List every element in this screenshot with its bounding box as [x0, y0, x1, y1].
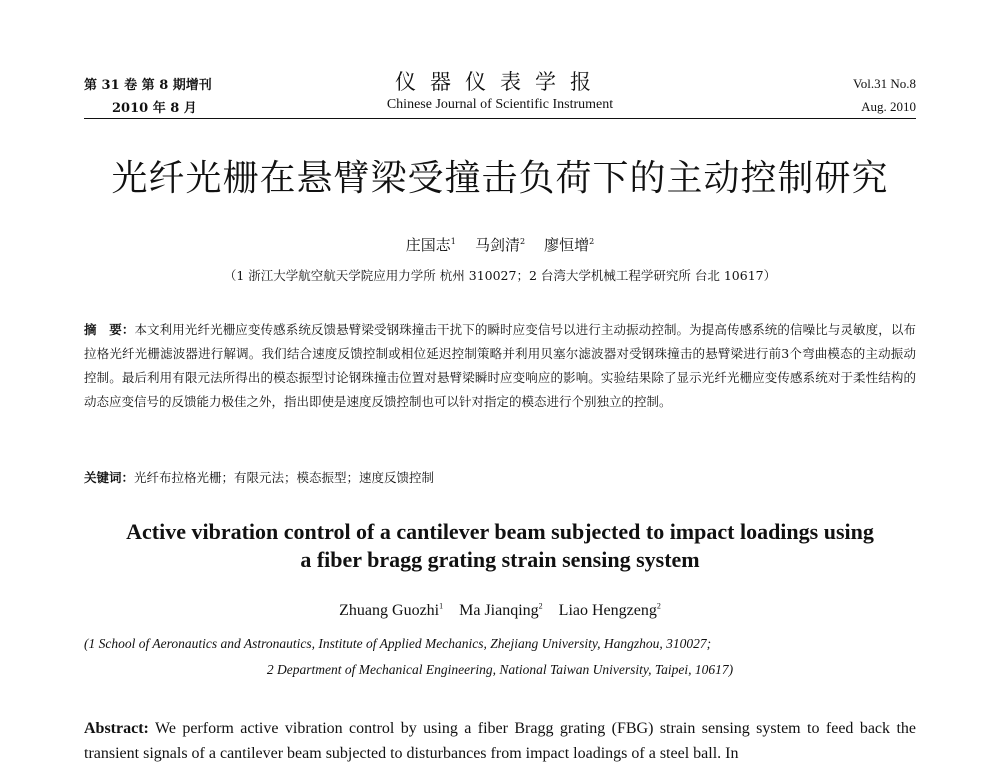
author-name: Liao Hengzeng	[558, 602, 657, 619]
journal-name-zh: 仪器仪表学报	[395, 70, 605, 94]
paper-title-en-line: Active vibration control of a cantilever beam subjected to impact loadings using	[126, 519, 874, 544]
paper-title-zh: 光纤光栅在悬臂梁受撞击负荷下的主动控制研究	[111, 158, 889, 199]
author-affiliation-mark: 2	[519, 237, 526, 246]
paper-title-en	[84, 518, 916, 574]
author-name: Zhuang Guozhi	[339, 602, 440, 619]
author-name: 廖恒增	[544, 236, 590, 254]
author-name: 马剑清	[474, 236, 520, 254]
keywords-zh	[84, 468, 434, 486]
header-rule	[84, 118, 916, 119]
author-affiliation-mark: 2	[538, 601, 543, 611]
abstract-label-en: Abstract:	[84, 720, 149, 737]
affiliation-zh: （1 浙江大学航空航天学院应用力学所 杭州 310027；2 台湾大学机械工程学研究所 台北 10617）	[223, 268, 777, 283]
affiliation-en-line: (1 School of Aeronautics and Astronautics, Institute of Applied Mechanics, Zhejiang University, Hangzhou, 310027;	[84, 636, 712, 651]
abstract-en	[84, 716, 916, 766]
author-list-en	[0, 602, 1000, 620]
journal-name-en: Chinese Journal of Scientific Instrument	[386, 97, 614, 112]
abstract-label-zh: 摘 要：	[84, 322, 135, 337]
volume-issue: 第 31 卷 第 8 期增刊	[84, 78, 212, 93]
author-list-zh	[0, 234, 1000, 255]
publication-date: Aug. 2010	[861, 99, 916, 114]
issue-date: 2010 年 8 月	[112, 101, 197, 116]
abstract-text-en: We perform active vibration control by using a fiber Bragg grating (FBG) strain sensing system to feed back the transient signals of a cantilever beam subjected to disturbances from impact loadings of a steel ball. In	[84, 720, 916, 762]
author-name: 庄国志	[405, 236, 451, 254]
author-affiliation-mark: 2	[589, 237, 595, 246]
author-affiliation-mark: 1	[439, 601, 444, 611]
abstract-zh	[84, 318, 916, 414]
author-name: Ma Jianqing	[459, 602, 539, 619]
author-affiliation-mark: 2	[656, 601, 661, 611]
affiliation-en-line: 2 Department of Mechanical Engineering, National Taiwan University, Taipei, 10617)	[266, 662, 734, 677]
author-affiliation-mark: 1	[450, 237, 456, 246]
paper-title-en-line: a fiber bragg grating strain sensing system	[300, 547, 700, 572]
volume-number: Vol.31 No.8	[853, 76, 916, 91]
abstract-text-zh: 本文利用光纤光栅应变传感系统反馈悬臂梁受钢珠撞击干扰下的瞬时应变信号以进行主动振动控制。为提高传感系统的信噪比与灵敏度，以布拉格光纤光栅滤波器进行解调。我们结合速度反馈控制或相位延迟控制策略并利用贝塞尔滤波器对受钢珠撞击的悬臂梁进行前3个弯曲模态的主动振动控制。最后利用有限元法所得出的模态振型讨论钢珠撞击位置对悬臂梁瞬时应变响应的影响。实验结果除了显示光纤光栅应变传感系统对于柔性结构的动态应变信号的反馈能力极佳之外，指出即使是速度反馈控制也可以针对指定的模态进行个别独立的控制。	[84, 322, 916, 409]
keywords-text-zh: 光纤布拉格光栅；有限元法；模态振型；速度反馈控制	[134, 470, 435, 485]
keywords-label-zh: 关键词：	[84, 470, 135, 485]
